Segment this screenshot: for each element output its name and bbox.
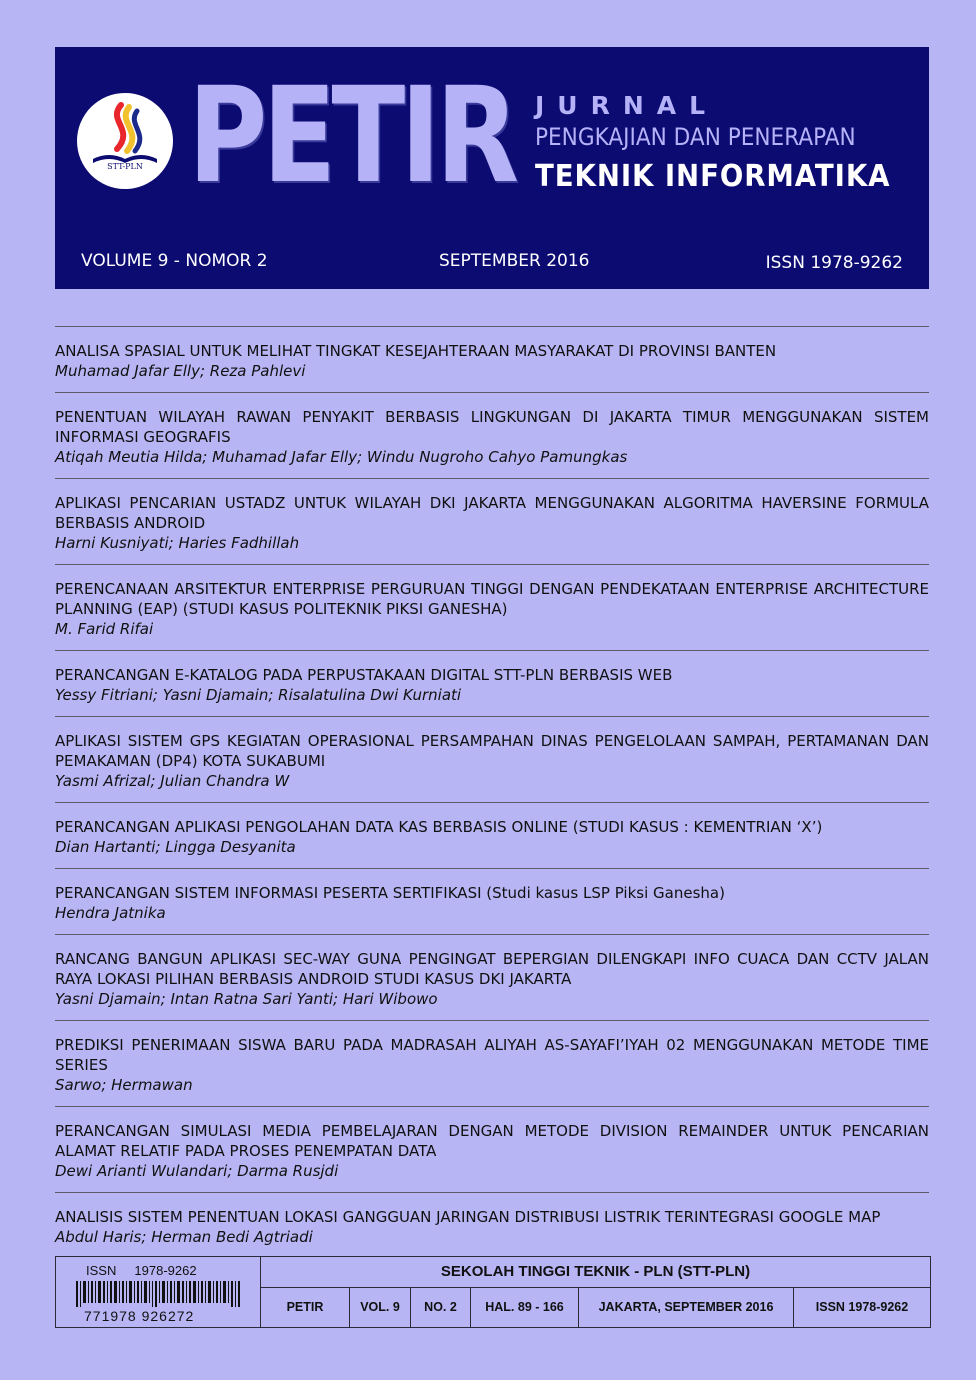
footer-number: NO. 2 (411, 1288, 471, 1327)
article-entry (55, 564, 929, 650)
article-entry (55, 1106, 929, 1192)
volume-label: VOLUME 9 - NOMOR 2 (81, 251, 268, 271)
article-entry (55, 392, 929, 478)
journal-subtitle-2: TEKNIK INFORMATIKA (535, 159, 891, 194)
footer-issn: ISSN 1978-9262 (815, 1300, 909, 1314)
article-title: APLIKASI PENCARIAN USTADZ UNTUK WILAYAH DKI JAKARTA MENGGUNAKAN ALGORITMA HAVERSINE FORMULA BERBASIS ANDROID (55, 494, 929, 532)
article-title: APLIKASI SISTEM GPS KEGIATAN OPERASIONAL PERSAMPAHAN DINAS PENGELOLAAN SAMPAH, PERTAMANAN DAN PEMAKAMAN (DP4) KOTA SUKABUMI (55, 732, 929, 770)
article-authors: Dewi Arianti Wulandari; Darma Rusjdi (55, 1162, 339, 1180)
publication-footer (55, 1256, 931, 1328)
article-title: PERANCANGAN SISTEM INFORMASI PESERTA SERTIFIKASI (Studi kasus LSP Piksi Ganesha) (55, 884, 725, 902)
article-authors: Dian Hartanti; Lingga Desyanita (55, 838, 296, 856)
article-entry (55, 326, 929, 392)
article-entry (55, 934, 929, 1020)
flame-book-icon (77, 93, 173, 189)
article-authors: Yessy Fitriani; Yasni Djamain; Risalatulina Dwi Kurniati (55, 686, 462, 704)
issn-label: ISSN 1978-9262 (765, 253, 903, 273)
publication-info-row (261, 1288, 930, 1327)
article-authors: Yasmi Afrizal; Julian Chandra W (55, 772, 290, 790)
logo-caption: STT-PLN (107, 162, 143, 171)
article-title: PENENTUAN WILAYAH RAWAN PENYAKIT BERBASIS LINGKUNGAN DI JAKARTA TIMUR MENGGUNAKAN SISTEM INFORMASI GEOGRAFIS (55, 408, 929, 446)
stt-pln-logo (77, 93, 173, 189)
barcode-number: 771978 926272 (84, 1308, 195, 1324)
table-of-contents (55, 326, 929, 1259)
barcode-cell (56, 1257, 261, 1327)
article-title: PERANCANGAN E-KATALOG PADA PERPUSTAKAAN DIGITAL STT-PLN BERBASIS WEB (55, 666, 673, 684)
article-title: RANCANG BANGUN APLIKASI SEC-WAY GUNA PENGINGAT BEPERGIAN DILENGKAPI INFO CUACA DAN CCTV JALAN RAYA LOKASI PILIHAN BERBASIS ANDROID STUDI KASUS DKI JAKARTA (55, 950, 929, 988)
article-entry (55, 1192, 929, 1259)
article-authors: Muhamad Jafar Elly; Reza Pahlevi (55, 362, 306, 380)
article-title: PERENCANAAN ARSITEKTUR ENTERPRISE PERGURUAN TINGGI DENGAN PENDEKATAAN ENTERPRISE ARCHITECTURE PLANNING (EAP) (STUDI KASUS POLITEKNIK PIKSI GANESHA) (55, 580, 929, 618)
barcode-icon (76, 1281, 241, 1307)
article-authors: Hendra Jatnika (55, 904, 166, 922)
journal-subtitle-1: PENGKAJIAN DAN PENERAPAN (535, 123, 856, 151)
barcode-issn-value: 1978-9262 (134, 1263, 197, 1278)
footer-pages: HAL. 89 - 166 (471, 1288, 579, 1327)
article-title: PERANCANGAN APLIKASI PENGOLAHAN DATA KAS BERBASIS ONLINE (STUDI KASUS : KEMENTRIAN ‘X’) (55, 818, 823, 836)
article-entry (55, 716, 929, 802)
article-title: ANALISA SPASIAL UNTUK MELIHAT TINGKAT KESEJAHTERAAN MASYARAKAT DI PROVINSI BANTEN (55, 342, 777, 360)
issue-date: SEPTEMBER 2016 (439, 251, 590, 271)
article-authors: M. Farid Rifai (55, 620, 154, 638)
journal-banner (55, 47, 929, 289)
barcode-issn (86, 1263, 197, 1278)
article-entry (55, 868, 929, 934)
article-entry (55, 478, 929, 564)
article-title: ANALISIS SISTEM PENENTUAN LOKASI GANGGUAN JARINGAN DISTRIBUSI LISTRIK TERINTEGRASI GOOGLE MAP (55, 1208, 881, 1226)
publisher-name: SEKOLAH TINGGI TEKNIK - PLN (STT-PLN) (261, 1257, 930, 1288)
footer-volume: VOL. 9 (350, 1288, 411, 1327)
footer-journal: PETIR (261, 1288, 350, 1327)
article-authors: Yasni Djamain; Intan Ratna Sari Yanti; Hari Wibowo (55, 990, 438, 1008)
footer-place-date: JAKARTA, SEPTEMBER 2016 (579, 1288, 794, 1327)
article-entry (55, 1020, 929, 1106)
article-authors: Sarwo; Hermawan (55, 1076, 193, 1094)
article-title: PREDIKSI PENERIMAAN SISWA BARU PADA MADRASAH ALIYAH AS-SAYAFI’IYAH 02 MENGGUNAKAN METODE TIME SERIES (55, 1036, 929, 1074)
jurnal-label: JURNAL (535, 91, 719, 120)
journal-title: PETIR (188, 59, 515, 213)
article-authors: Abdul Haris; Herman Bedi Agtriadi (55, 1228, 313, 1246)
article-authors: Atiqah Meutia Hilda; Muhamad Jafar Elly; Windu Nugroho Cahyo Pamungkas (55, 448, 628, 466)
article-entry (55, 802, 929, 868)
article-entry (55, 650, 929, 716)
barcode-issn-label: ISSN (86, 1263, 117, 1278)
article-authors: Harni Kusniyati; Haries Fadhillah (55, 534, 300, 552)
article-title: PERANCANGAN SIMULASI MEDIA PEMBELAJARAN DENGAN METODE DIVISION REMAINDER UNTUK PENCARIAN ALAMAT RELATIF PADA PROSES PENEMPATAN DATA (55, 1122, 929, 1160)
